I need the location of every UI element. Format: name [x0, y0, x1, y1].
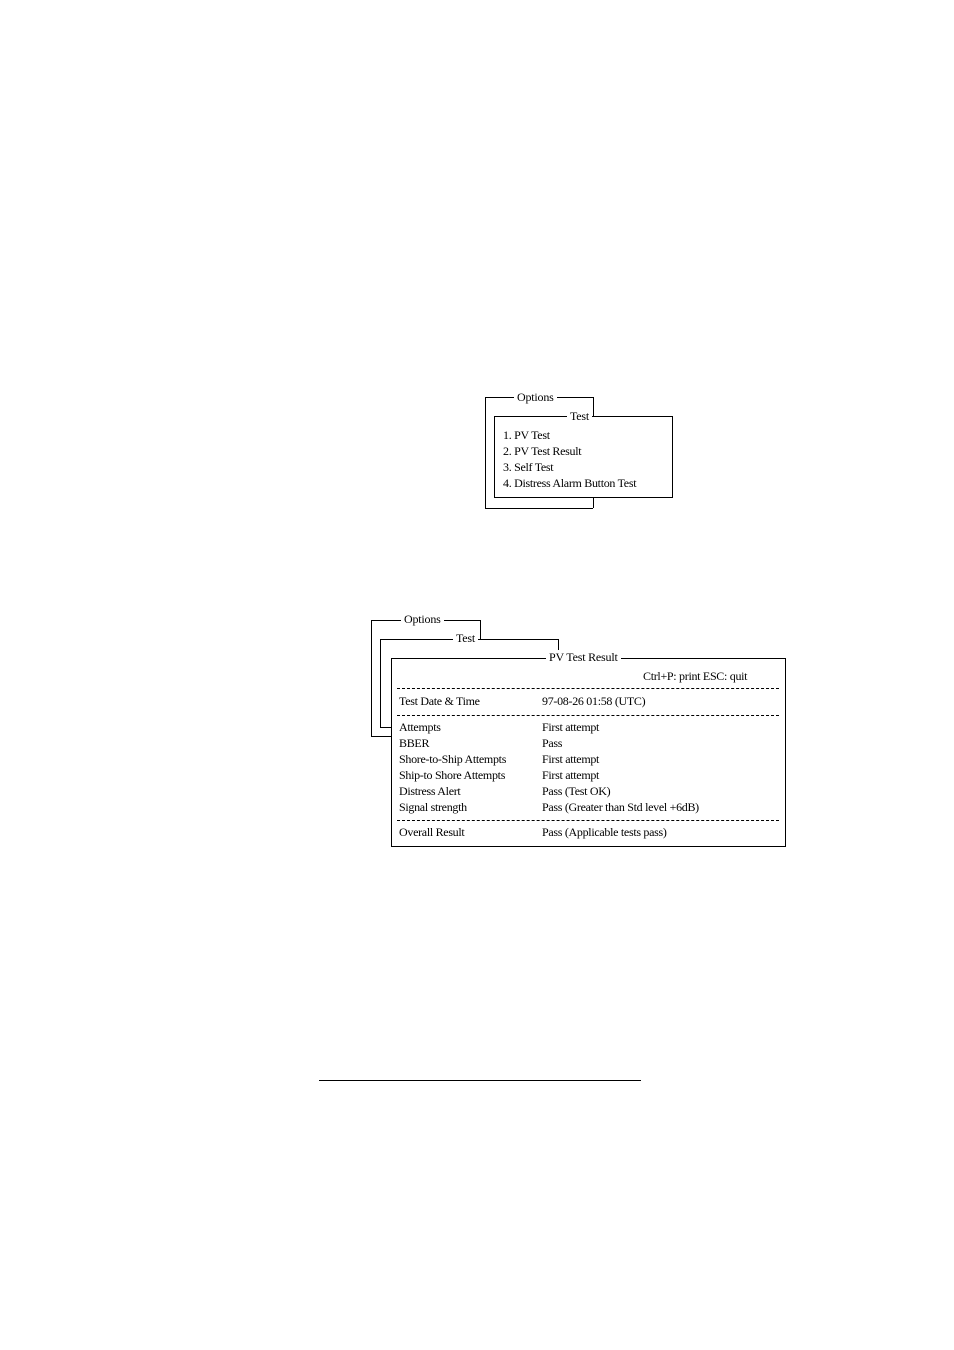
test-date-value: 97-08-26 01:58 (UTC) — [542, 694, 646, 708]
test-title: Test — [567, 409, 592, 423]
shore-to-ship-label: Shore-to-Ship Attempts — [399, 752, 507, 766]
menu-item-self-test[interactable]: 3. Self Test — [503, 460, 554, 474]
signal-strength-label: Signal strength — [399, 800, 467, 814]
menu-item-pv-test[interactable]: 1. PV Test — [503, 428, 550, 442]
test-frame-left-2 — [380, 639, 381, 727]
options-frame-right-upper — [593, 397, 594, 416]
attempts-label: Attempts — [399, 720, 441, 734]
ship-to-shore-value: First attempt — [542, 768, 600, 782]
options-frame-left — [485, 397, 486, 508]
pv-test-result-title: PV Test Result — [546, 650, 621, 664]
options-frame-bottom-2 — [371, 736, 391, 737]
overall-result-value: Pass (Applicable tests pass) — [542, 825, 667, 839]
options-title-2: Options — [401, 612, 444, 626]
overall-result-label: Overall Result — [399, 825, 465, 839]
ship-to-shore-label: Ship-to Shore Attempts — [399, 768, 506, 782]
separator-1 — [397, 688, 779, 689]
bber-label: BBER — [399, 736, 430, 750]
bber-value: Pass — [542, 736, 563, 750]
options-frame-bottom — [485, 508, 593, 509]
options-frame-right-2 — [480, 620, 481, 639]
shore-to-ship-value: First attempt — [542, 752, 600, 766]
footnote-rule — [319, 1080, 641, 1081]
options-frame-right-lower — [593, 497, 594, 508]
test-date-label: Test Date & Time — [399, 694, 480, 708]
options-title: Options — [514, 390, 557, 404]
menu-item-pv-test-result[interactable]: 2. PV Test Result — [503, 444, 582, 458]
separator-3 — [397, 820, 779, 821]
attempts-value: First attempt — [542, 720, 600, 734]
test-title-2: Test — [453, 631, 478, 645]
distress-alert-value: Pass (Test OK) — [542, 784, 611, 798]
keyboard-hint: Ctrl+P: print ESC: quit — [643, 669, 748, 683]
test-frame-bottom-2 — [380, 727, 391, 728]
menu-item-distress-alarm-button-test[interactable]: 4. Distress Alarm Button Test — [503, 476, 637, 490]
options-frame-left-2 — [371, 620, 372, 736]
signal-strength-value: Pass (Greater than Std level +6dB) — [542, 800, 699, 814]
distress-alert-label: Distress Alert — [399, 784, 461, 798]
separator-2 — [397, 715, 779, 716]
